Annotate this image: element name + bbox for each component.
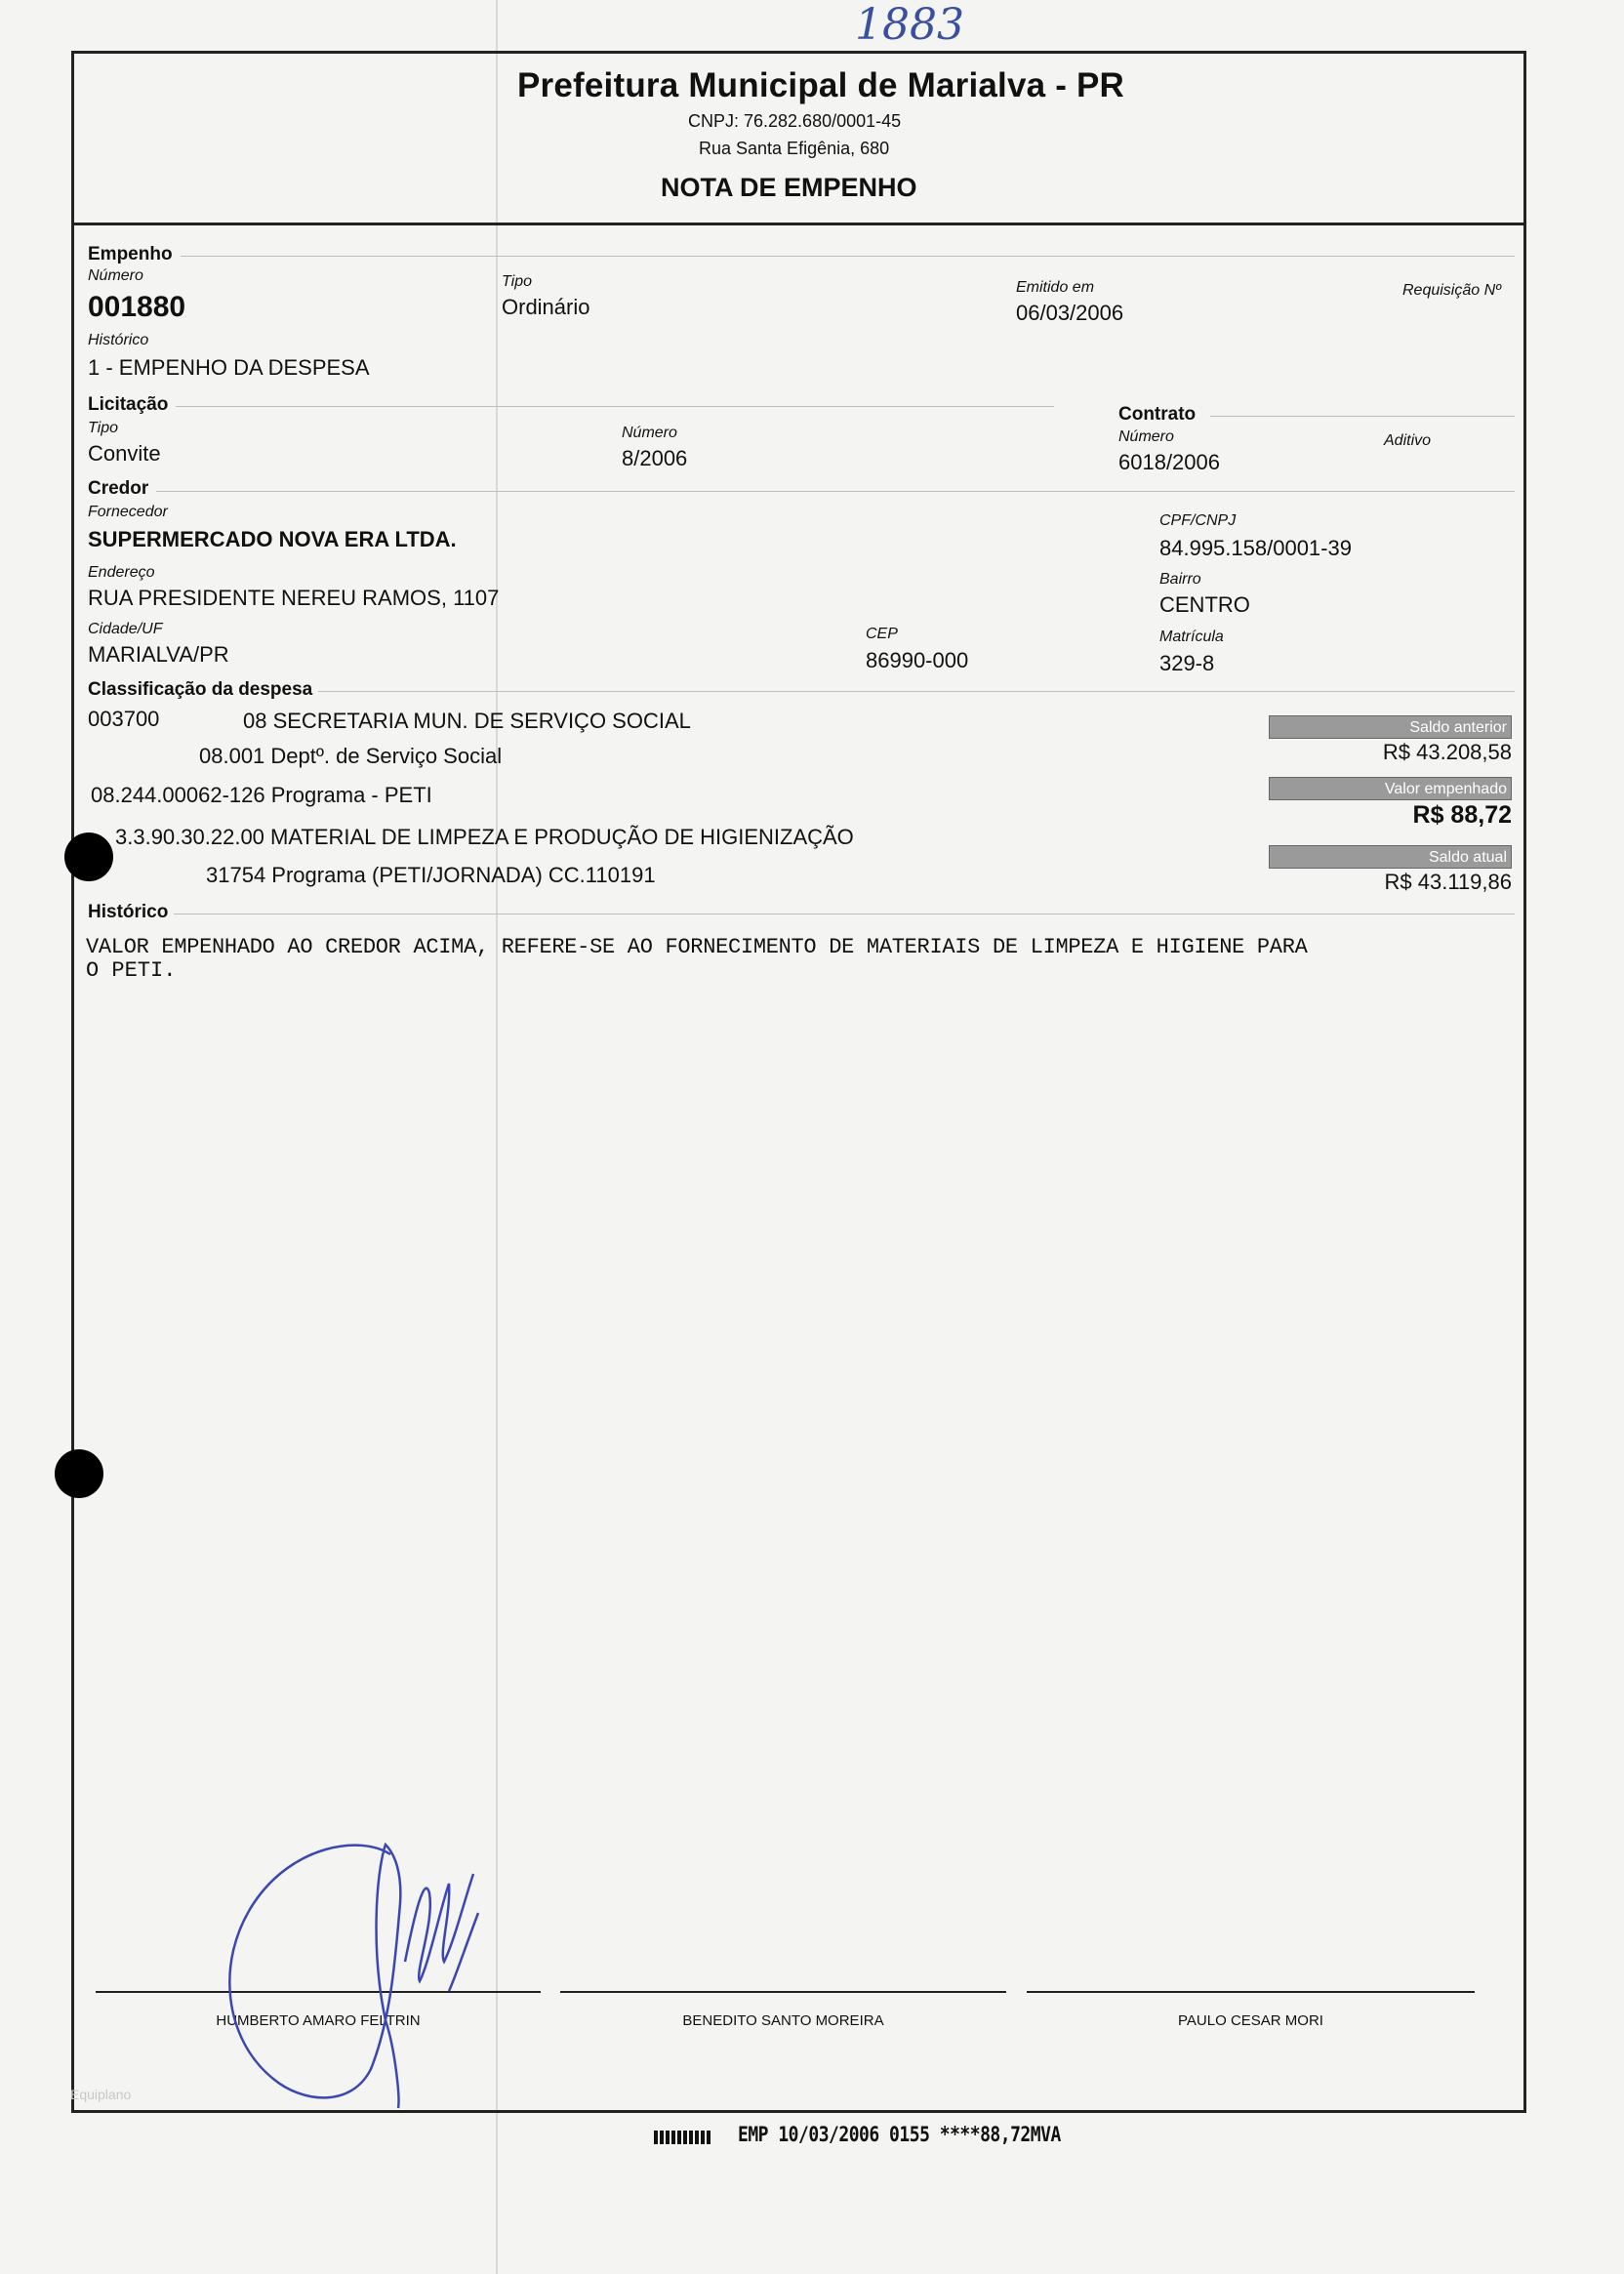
bairro-label: Bairro [1159,571,1201,588]
signature-line [560,1991,1006,1993]
historico-label: Histórico [88,332,149,348]
contrato-numero: 6018/2006 [1118,450,1220,474]
section-credor: Credor [88,478,149,499]
classificacao-elemento: 3.3.90.30.22.00 MATERIAL DE LIMPEZA E PRODUÇÃO DE HIGIENIZAÇÃO [115,825,854,849]
valor-empenhado-value: R$ 88,72 [1412,801,1512,829]
cpf-value: 84.995.158/0001-39 [1159,536,1352,560]
requisicao-label: Requisição Nº [1402,282,1501,299]
licitacao-numero-label: Número [622,425,677,441]
empenho-numero-label: Número [88,267,143,284]
signatory-name: PAULO CESAR MORI [1178,2012,1323,2029]
section-rule [318,691,1515,692]
section-historico: Histórico [88,902,169,922]
signatory-name: HUMBERTO AMARO FELTRIN [216,2012,421,2029]
punch-hole [64,832,113,881]
section-licitacao: Licitação [88,394,169,415]
emitido-date: 06/03/2006 [1016,301,1124,325]
emitido-label: Emitido em [1016,279,1095,296]
licitacao-tipo: Convite [88,441,161,466]
cpf-label: CPF/CNPJ [1159,512,1237,529]
bairro-value: CENTRO [1159,592,1250,617]
empenho-historico: 1 - EMPENHO DA DESPESA [88,355,370,380]
page-title: Prefeitura Municipal de Marialva - PR [517,66,1125,104]
emp-stamp: EMP 10/03/2006 0155 ****88,72MVA [738,2122,1061,2148]
signature-line [1027,1991,1475,1993]
licitacao-tipo-label: Tipo [88,420,118,436]
section-empenho: Empenho [88,244,173,264]
historico-line-1: VALOR EMPENHADO AO CREDOR ACIMA, REFERE-SE AO FORNECIMENTO DE MATERIAIS DE LIMPEZA E HIGIENE PARA [86,935,1308,959]
document-title: NOTA DE EMPENHO [661,173,917,202]
header-cnpj: CNPJ: 76.282.680/0001-45 [688,111,902,131]
section-rule [1210,416,1515,417]
signatory-name: BENEDITO SANTO MOREIRA [682,2012,884,2029]
section-contrato: Contrato [1118,404,1197,425]
classificacao-code: 003700 [88,707,160,731]
section-rule [156,491,1515,492]
empenho-tipo: Ordinário [502,295,590,319]
licitacao-numero: 8/2006 [622,446,688,470]
matricula-label: Matrícula [1159,629,1224,645]
cep-label: CEP [866,626,898,642]
saldo-anterior-value: R$ 43.208,58 [1382,740,1512,764]
empenho-numero: 001880 [88,291,186,323]
punch-hole [55,1449,103,1498]
section-rule [176,406,1054,407]
section-classificacao: Classificação da despesa [88,679,313,700]
handwritten-signature [195,1815,508,2118]
handwritten-page-number: 1883 [855,0,964,50]
contrato-aditivo-label: Aditivo [1384,432,1432,449]
saldo-anterior-label: Saldo anterior [1269,715,1512,739]
classificacao-subprograma: 31754 Programa (PETI/JORNADA) CC.110191 [206,863,656,887]
classificacao-dept: 08.001 Deptº. de Serviço Social [199,744,503,768]
contrato-numero-label: Número [1118,428,1174,445]
fornecedor-label: Fornecedor [88,504,168,520]
historico-line-2: O PETI. [86,958,177,983]
software-watermark: Equiplano [70,2087,132,2102]
empenho-tipo-label: Tipo [502,273,532,290]
fornecedor-name: SUPERMERCADO NOVA ERA LTDA. [88,527,457,551]
cidade-label: Cidade/UF [88,621,163,637]
saldo-atual-label: Saldo atual [1269,845,1512,869]
cidade-value: MARIALVA/PR [88,642,229,667]
classificacao-programa: 08.244.00062-126 Programa - PETI [91,783,432,807]
header-address: Rua Santa Efigênia, 680 [699,139,890,158]
matricula-value: 329-8 [1159,651,1215,675]
cep-value: 86990-000 [866,648,969,672]
valor-empenhado-label: Valor empenhado [1269,777,1512,800]
saldo-atual-value: R$ 43.119,86 [1384,870,1512,894]
emp-stamp-barcode-icon [654,2131,710,2144]
section-rule [181,256,1515,257]
endereco-value: RUA PRESIDENTE NEREU RAMOS, 1107 [88,586,500,610]
header-divider [71,223,1526,225]
classificacao-secretaria: 08 SECRETARIA MUN. DE SERVIÇO SOCIAL [243,709,691,733]
endereco-label: Endereço [88,564,155,581]
